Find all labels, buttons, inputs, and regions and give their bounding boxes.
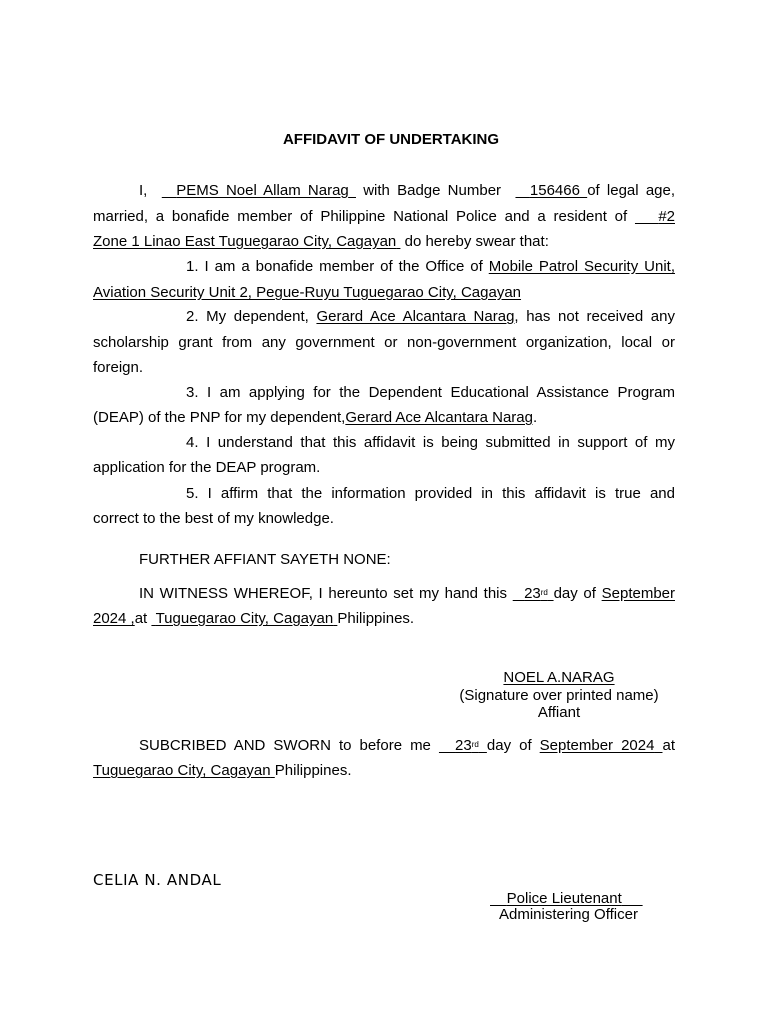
sworn-month-year: September 2024 [539, 737, 655, 754]
affiant-signature-name: NOEL A.NARAG [503, 669, 615, 686]
witness-month: September [601, 585, 675, 602]
intro-line-3: Zone 1 Linao East Tuguegarao City, Cagayan do hereby swear that: [93, 233, 549, 250]
affiant-role: Affiant [537, 704, 581, 721]
item-3-line-1: 3. I am applying for the Dependent Educational Assistance Program [186, 384, 675, 401]
sworn-line-2: Tuguegarao City, Cagayan Philippines. [93, 762, 352, 779]
officer-rank: Police Lieutenant [506, 890, 622, 907]
further-affiant: FURTHER AFFIANT SAYETH NONE: [139, 551, 391, 568]
item-2-line-1: 2. My dependent, Gerard Ace Alcantara Narag, has not received any [186, 308, 675, 325]
office-part-2: Aviation Security Unit 2, Pegue-Ruyu Tuguegarao City, Cagayan [93, 284, 522, 301]
item-1-line-1: 1. I am a bonafide member of the Office of Mobile Patrol Security Unit, [186, 258, 675, 275]
item-5-line-2: correct to the best of my knowledge. [93, 510, 334, 527]
witness-line-2: 2024 ,at Tuguegarao City, Cagayan Philippines. [93, 610, 415, 627]
item-1-line-2 [93, 284, 521, 302]
sworn-place: Tuguegarao City, Cagayan [93, 762, 271, 779]
address-part-2: Zone 1 Linao East Tuguegarao City, Cagayan [93, 233, 397, 250]
officer-role: Administering Officer [499, 906, 638, 923]
item-4-line-2: application for the DEAP program. [93, 459, 321, 476]
office-part-1: Mobile Patrol Security Unit, [488, 258, 675, 275]
item-4-line-1: 4. I understand that this affidavit is being submitted in support of my [186, 434, 675, 451]
dependent-name: Gerard Ace Alcantara Narag [316, 308, 515, 325]
item-5-line-1: 5. I affirm that the information provided in this affidavit is true and [186, 485, 675, 502]
dependent-name-2: Gerard Ace Alcantara Narag [345, 409, 533, 426]
item-2-line-2: scholarship grant from any government or non-government organization, local or [93, 334, 675, 351]
item-2-line-3: foreign. [93, 359, 144, 376]
affiant-name: PEMS Noel Allam Narag [176, 182, 349, 199]
witness-line-1: IN WITNESS WHEREOF, I hereunto set my hand this 23rd day of September [139, 585, 675, 602]
sworn-line-1: SUBCRIBED AND SWORN to before me 23rd day of September 2024 at [139, 737, 676, 754]
intro-line-1: I, PEMS Noel Allam Narag with Badge Number 156466 of legal age, [139, 182, 676, 199]
affiant-signature-caption: (Signature over printed name) [459, 687, 659, 704]
document-title: AFFIDAVIT OF UNDERTAKING [282, 131, 500, 148]
witness-place: Tuguegarao City, Cagayan [155, 610, 334, 627]
address-part-1: #2 [658, 208, 675, 225]
officer-name: CELIA N. ANDAL [93, 871, 222, 889]
witness-year: 2024 , [93, 610, 135, 627]
item-3-line-2: (DEAP) of the PNP for my dependent,Gerard Ace Alcantara Narag. [93, 409, 538, 426]
intro-line-2: married, a bonafide member of Philippine National Police and a resident of #2 [93, 208, 675, 225]
sworn-day: 23rd [455, 737, 479, 754]
badge-number: 156466 [529, 182, 580, 199]
witness-day: 23rd [524, 585, 548, 602]
